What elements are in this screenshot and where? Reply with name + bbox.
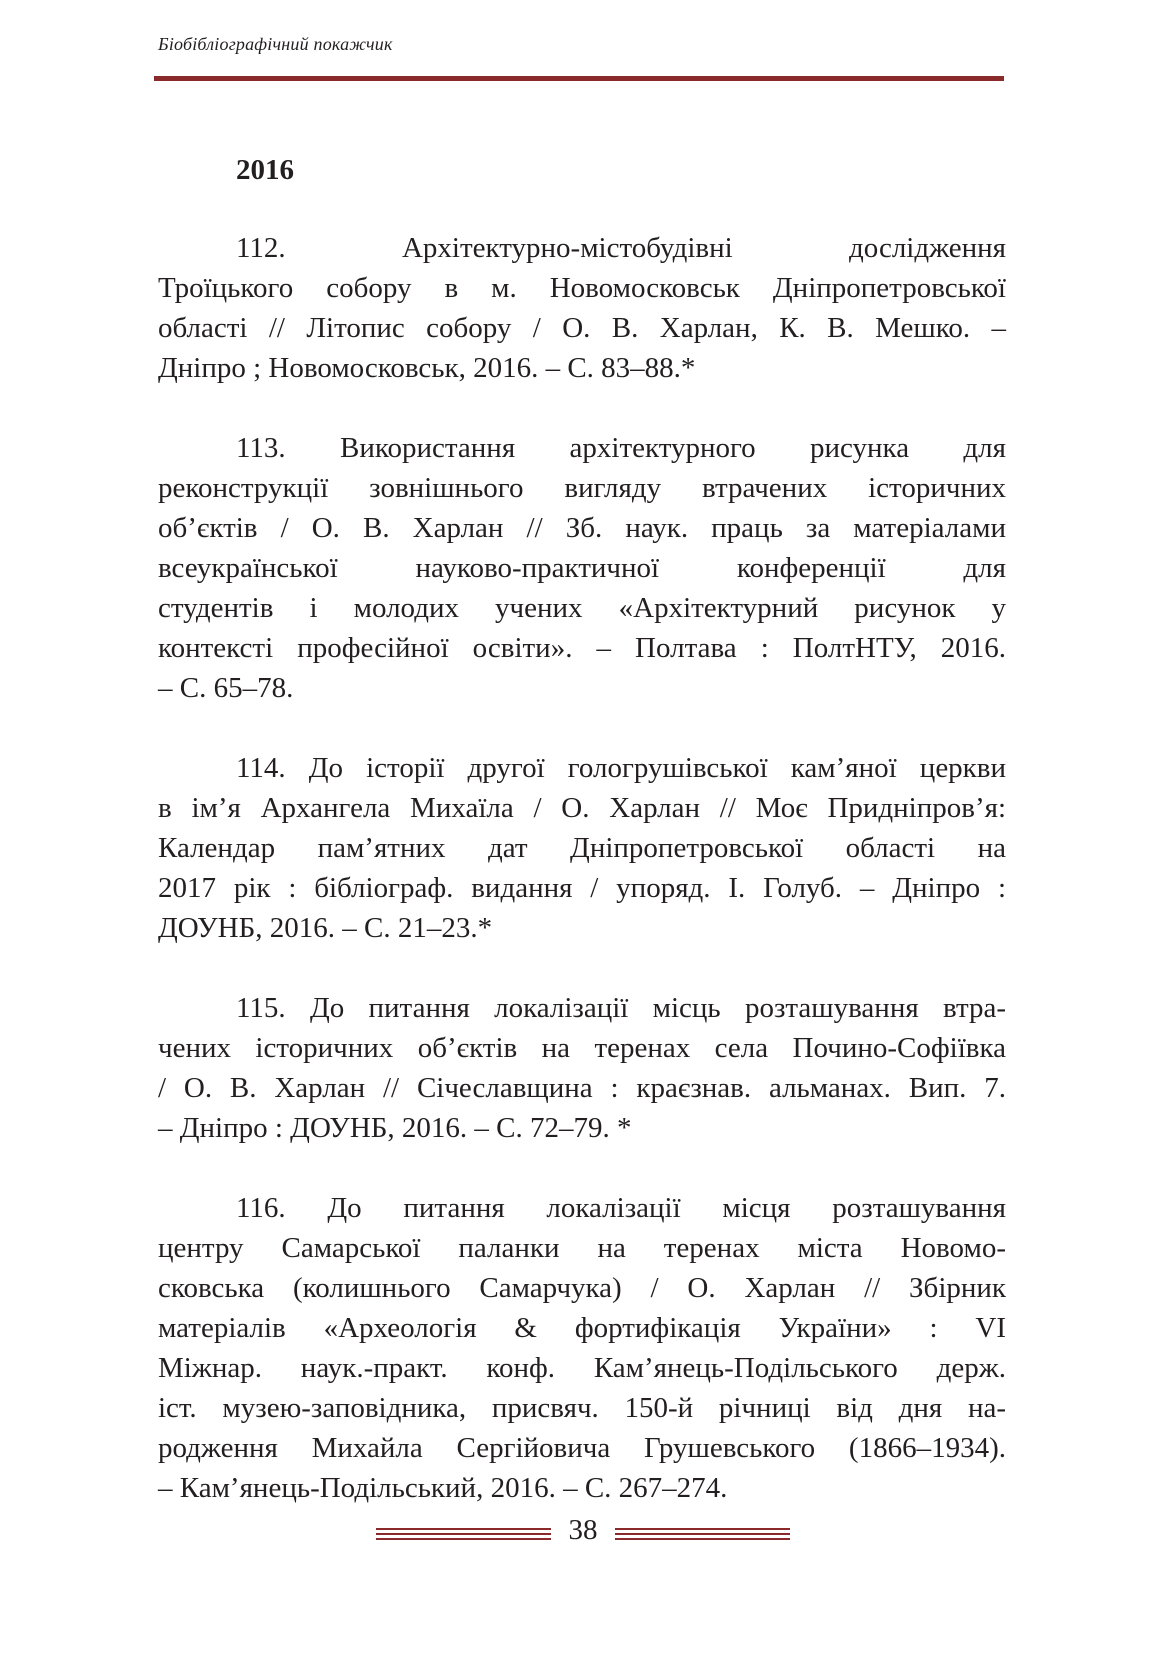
footer-rule-left [376,1528,551,1543]
entry-line: 115. До питання локалізації місць розташування втра- [236,992,1006,1024]
entry-line: області // Літопис собору / О. В. Харлан, К. В. Мешко. – [158,312,1006,344]
entry-line: Міжнар. наук.-практ. конф. Кам’янець-Подільського держ. [158,1352,1006,1384]
page-footer [0,1510,1166,1550]
entry-line: 113. Використання архітектурного рисунка для [236,432,1006,464]
entry-line: контексті професійної освіти». – Полтава : ПолтНТУ, 2016. [158,632,1006,664]
entry-line: / О. В. Харлан // Січеславщина : краєзнав. альманах. Вип. 7. [158,1072,1006,1104]
page-number: 38 [568,1514,598,1546]
entry-line: родження Михайла Сергійовича Грушевського (1866–1934). [158,1432,1006,1464]
page-body [158,150,1006,1548]
entry-line: Дніпро ; Новомосковськ, 2016. – С. 83–88.* [158,352,696,384]
entry-line: 116. До питання локалізації місця розташування [236,1192,1006,1224]
section-year-heading: 2016 [236,154,294,186]
bibliography-entry-116 [158,1188,1006,1508]
footer-rule-right [615,1528,790,1543]
entry-line: Троїцького собору в м. Новомосковськ Дніпропетровської [158,272,1006,304]
entry-line: матеріалів «Археологія & фортифікація України» : VI [158,1312,1006,1344]
entry-line: в ім’я Архангела Михаїла / О. Харлан // Моє Придніпров’я: [158,792,1006,824]
entry-line: чених історичних об’єктів на теренах села Почино-Софіївка [158,1032,1006,1064]
entry-line: ДОУНБ, 2016. – С. 21–23.* [158,912,493,944]
entry-line: сковська (колишнього Самарчука) / О. Харлан // Збірник [158,1272,1006,1304]
entry-line: студентів і молодих учених «Архітектурний рисунок у [158,592,1006,624]
entry-line: – С. 65–78. [158,672,294,704]
bibliography-entry-114 [158,748,1006,948]
bibliography-entry-115 [158,988,1006,1148]
entry-line: 2017 рік : бібліограф. видання / упоряд. І. Голуб. – Дніпро : [158,872,1006,904]
entry-line: 114. До історії другої гологрушівської кам’яної церкви [236,752,1006,784]
entry-line: центру Самарської паланки на теренах міста Новомо- [158,1232,1006,1264]
entry-line: – Дніпро : ДОУНБ, 2016. – С. 72–79. * [158,1112,632,1144]
bibliography-entry-112 [158,228,1006,388]
entry-line: – Кам’янець-Подільський, 2016. – С. 267–274. [158,1472,728,1504]
bibliography-entry-113 [158,428,1006,708]
entry-line: іст. музею-заповідника, присвяч. 150-й річниці від дня на- [158,1392,1006,1424]
entry-line: Календар пам’ятних дат Дніпропетровської області на [158,832,1006,864]
header-rule [154,76,1004,81]
entry-line: 112. Архітектурно-містобудівні дослідження [236,232,1006,264]
entry-line: об’єктів / О. В. Харлан // Зб. наук. праць за матеріалами [158,512,1006,544]
running-title: Біобібліографічний покажчик [158,34,393,54]
entry-line: всеукраїнської науково-практичної конференції для [158,552,1006,584]
entry-line: реконструкції зовнішнього вигляду втрачених історичних [158,472,1006,504]
